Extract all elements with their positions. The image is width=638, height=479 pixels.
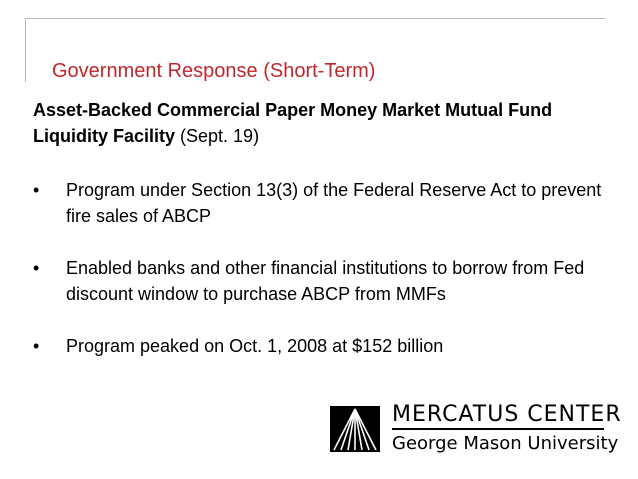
logo-name: MERCATUS CENTER bbox=[392, 402, 622, 427]
bullet-item bbox=[33, 177, 623, 229]
bullet-text: Enabled banks and other financial institutions to borrow from Fed discount window to purchase ABCP from MMFs bbox=[66, 258, 585, 304]
logo-university: George Mason University bbox=[392, 433, 619, 454]
logo-divider bbox=[392, 428, 604, 430]
bullet-text: Program peaked on Oct. 1, 2008 at $152 billion bbox=[66, 336, 444, 356]
bullet-icon: • bbox=[33, 336, 40, 356]
top-rule bbox=[25, 18, 605, 19]
bullet-item bbox=[33, 333, 623, 359]
bullet-list bbox=[33, 177, 623, 385]
bullet-text: Program under Section 13(3) of the Federal Reserve Act to prevent fire sales of ABCP bbox=[66, 180, 602, 226]
mercatus-mark-icon bbox=[330, 406, 380, 452]
bullet-item bbox=[33, 255, 623, 307]
left-rule bbox=[25, 18, 26, 82]
subtitle-bold: Asset-Backed Commercial Paper Money Market Mutual Fund Liquidity Facility bbox=[33, 100, 553, 146]
bullet-icon: • bbox=[33, 258, 40, 278]
mercatus-logo bbox=[330, 400, 622, 458]
subtitle-date: (Sept. 19) bbox=[175, 126, 260, 146]
slide-title: Government Response (Short-Term) bbox=[52, 60, 376, 82]
bullet-icon: • bbox=[33, 180, 40, 200]
slide-subtitle bbox=[33, 97, 613, 149]
